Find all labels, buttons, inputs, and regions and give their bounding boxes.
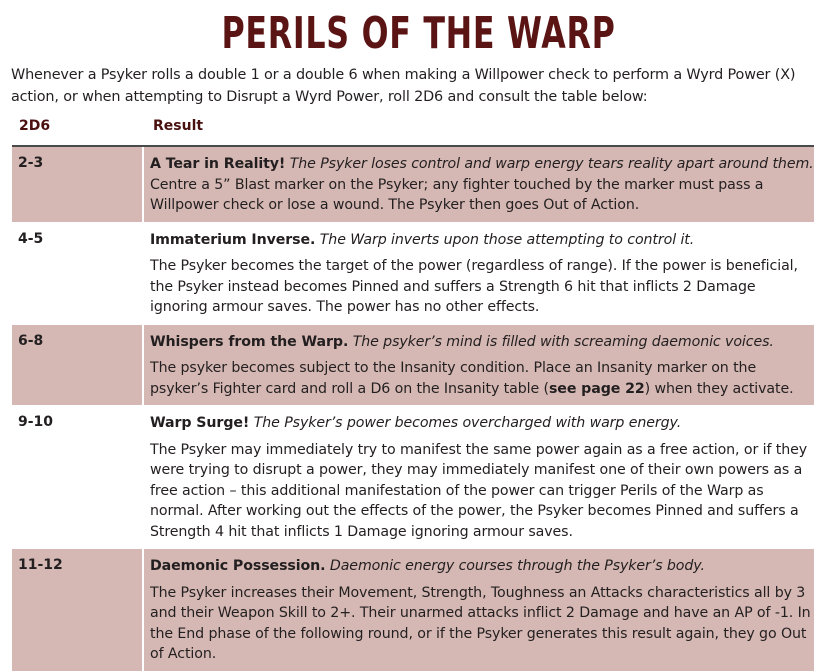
result-text: The Psyker increases their Movement, Strength, Toughness an Attacks characteristics all by 3 and their Weapon Skill to 2+. Their unarmed attacks inflict 2 Damage and have an AP of -1. In the End phase of the following round, or if the Psyker generates this result again, they go Out of Action. (150, 584, 811, 662)
result-name: Whispers from the Warp. (150, 333, 349, 350)
roll-value: 4-5 (18, 230, 44, 247)
header-roll: 2D6 (19, 118, 51, 134)
table-row (12, 549, 814, 672)
result-name: Warp Surge! (150, 415, 250, 431)
result-name: Immaterium Inverse. (150, 231, 316, 248)
result-flavor: The Psyker’s power becomes overcharged with warp energy. (253, 415, 682, 431)
table-row (12, 223, 814, 325)
result-lead (150, 332, 814, 353)
header-result: Result (153, 118, 204, 134)
perils-table (12, 112, 814, 672)
roll-value: 9-10 (18, 414, 54, 430)
result-cell (142, 549, 814, 671)
result-text (150, 358, 814, 399)
intro-paragraph: Whenever a Psyker rolls a double 1 or a double 6 when making a Willpower check to perform a Wyrd Power (X) action, or when attempting to Disrupt a Wyrd Power, roll 2D6 and consult the table below: (11, 67, 796, 105)
result-cell (142, 223, 814, 324)
page-title: PERILS OF THE WARP (221, 8, 616, 59)
result-flavor: The Warp inverts upon those attempting to control it. (319, 231, 695, 248)
result-cell (142, 406, 814, 548)
roll-value: 6-8 (18, 332, 44, 349)
result-flavor: The Psyker loses control and warp energy tears reality apart around them. (289, 156, 814, 172)
table-header (12, 112, 814, 147)
result-lead (150, 154, 814, 175)
result-text: Centre a 5” Blast marker on the Psyker; any fighter touched by the marker must pass a Willpower check or lose a wound. The Psyker then goes Out of Action. (150, 176, 764, 213)
result-flavor: The psyker’s mind is filled with screaming daemonic voices. (352, 333, 774, 350)
roll-value: 2-3 (18, 155, 44, 171)
result-lead (150, 556, 814, 577)
table-row (12, 406, 814, 549)
table-row (12, 147, 814, 223)
result-cell (142, 147, 814, 222)
roll-value: 11-12 (18, 557, 63, 573)
page-reference-link[interactable]: see page 22 (548, 380, 645, 397)
result-cell (142, 325, 814, 406)
result-lead (150, 230, 814, 251)
result-name: Daemonic Possession. (150, 558, 326, 574)
result-name: A Tear in Reality! (150, 156, 286, 172)
result-text-after: ) when they activate. (644, 380, 794, 397)
result-text: The Psyker becomes the target of the power (regardless of range). If the power is beneficial, the Psyker instead becomes Pinned and suffers a Strength 6 hit that inflicts 2 Damage ignoring armour saves. The power has no other effects. (150, 258, 798, 315)
result-text: The Psyker may immediately try to manifest the same power again as a free action, or if they were trying to disrupt a power, they may immediately manifest one of their own powers as a free action – this additional manifestation of the power can trigger Perils of the Warp as normal. After working out the effects of the power, the Psyker becomes Pinned and suffers a Strength 4 hit that inflicts 1 Damage ignoring armour saves. (150, 441, 808, 540)
table-row (12, 325, 814, 407)
result-text-before: The psyker becomes subject to the Insanity condition. Place an Insanity marker on the psyker’s Fighter card and roll a D6 on the Insanity table ( (150, 360, 757, 397)
result-flavor: Daemonic energy courses through the Psyker’s body. (329, 558, 705, 574)
result-lead (150, 413, 814, 434)
